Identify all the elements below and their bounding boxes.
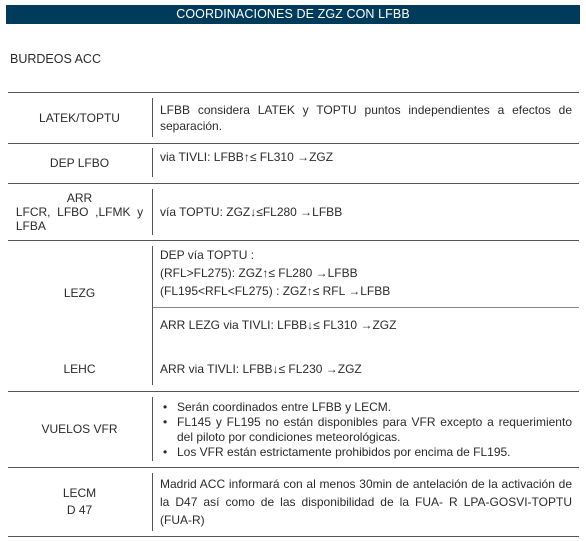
arr-procedure: vía TOPTU: ZGZ↓≤FL280 →LFBB (160, 205, 343, 219)
lezg-dep-line: (FL195<RFL<FL275) : ZGZ↑≤ RFL →LFBB (160, 284, 391, 298)
lecm-label-line: D 47 (66, 503, 93, 517)
lecm-note: Madrid ACC informará con al menos 30min de antelación de la activación de la D47 así como de las disponibilidad de la FUA- R LPA-GOSVI-TOPTU (FUA-R) (160, 477, 572, 527)
list-item: • FL145 y FL195 no están disponibles para VFR excepto a requerimiento del piloto por condiciones meteorológicas. (160, 415, 572, 445)
column-divider (152, 473, 153, 531)
row-label-dep-lfbo: DEP LFBO (49, 156, 110, 170)
row-text-lezg-dep (160, 245, 572, 301)
arr-label-line: LFBA (15, 219, 46, 233)
row-label-lezg: LEZG (63, 286, 96, 300)
row-text-lezg-arr (160, 308, 572, 342)
vfr-bullet-list (160, 400, 572, 460)
arr-label-line: ARR (66, 191, 93, 205)
row-label-lehc: LEHC (63, 361, 96, 376)
row-text-latek-toptu (160, 93, 572, 143)
lezg-arr-line: ARR LEZG via TIVLI: LFBB↓≤ FL310 →ZGZ (160, 318, 397, 332)
column-divider (152, 148, 153, 177)
column-divider (152, 397, 153, 461)
lecm-label-line: LECM (62, 486, 97, 500)
row-label-lecm (8, 468, 151, 536)
row-text-arr (160, 184, 572, 240)
row-label-arr (8, 184, 151, 240)
list-item: • Los VFR están estrictamente prohibidos por encima de FL195. (160, 445, 572, 460)
row-label-latek-toptu: LATEK/TOPTU (39, 110, 120, 125)
column-divider (152, 246, 153, 385)
column-divider (152, 189, 153, 235)
arr-label-line: LFCR, LFBO ,LFMK y (15, 205, 144, 219)
row-text-vfr (160, 392, 572, 467)
section-banner: COORDINACIONES DE ZGZ CON LFBB (6, 5, 580, 24)
row-text-dep-lfbo (160, 144, 572, 170)
table-bottom-border (8, 536, 579, 537)
dep-lfbo-procedure: via TIVLI: LFBB↑≤ FL310 →ZGZ (160, 150, 334, 164)
row-text-lecm (160, 468, 572, 536)
list-item: • Serán coordinados entre LFBB y LECM. (160, 400, 572, 415)
row-text-lehc (160, 347, 572, 391)
column-divider (152, 98, 153, 137)
latek-note: LFBB considera LATEK y TOPTU puntos independientes a efectos de separación. (160, 103, 572, 133)
lezg-dep-line: DEP vía TOPTU : (160, 248, 255, 262)
lecm-label-block (63, 485, 96, 519)
subtitle: BURDEOS ACC (10, 52, 101, 66)
row-label-vfr: VUELOS VFR (41, 422, 118, 436)
lehc-procedure: ARR via TIVLI: LFBB↓≤ FL230 →ZGZ (160, 362, 362, 376)
arr-label-block (16, 191, 143, 233)
lezg-dep-line: (RFL>FL275): ZGZ↑≤ FL280 →LFBB (160, 266, 358, 280)
